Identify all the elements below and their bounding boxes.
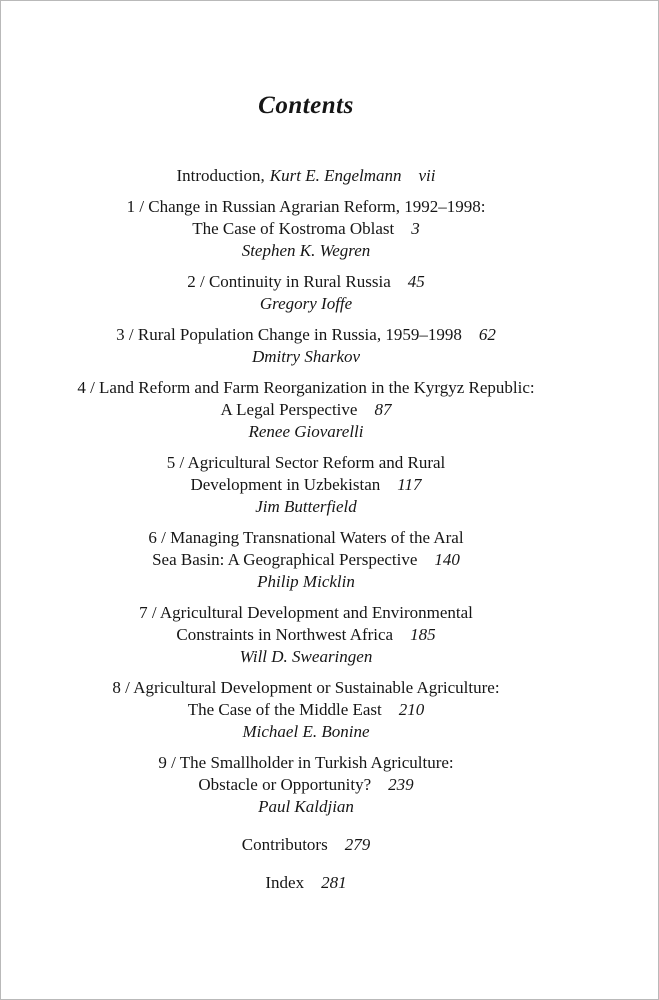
entry-page-number: 185 bbox=[410, 625, 436, 644]
entry-title-line bbox=[1, 324, 611, 346]
entry-title-text: Obstacle or Opportunity? bbox=[198, 775, 372, 794]
toc-entry bbox=[1, 196, 611, 262]
intro-entry bbox=[1, 165, 611, 187]
entry-title-text: 1 / Change in Russian Agrarian Reform, 1992–1998: bbox=[126, 197, 486, 216]
entry-page-number: 3 bbox=[411, 219, 420, 238]
entry-title-text: 4 / Land Reform and Farm Reorganization in the Kyrgyz Republic: bbox=[77, 378, 535, 397]
toc-entry bbox=[1, 452, 611, 518]
entry-title-line bbox=[1, 377, 611, 399]
entry-title-text: 5 / Agricultural Sector Reform and Rural bbox=[166, 453, 446, 472]
entry-title-text: 6 / Managing Transnational Waters of the Aral bbox=[148, 528, 464, 547]
toc-entry bbox=[1, 324, 611, 368]
entry-title-line bbox=[1, 549, 611, 571]
entry-title-text: 3 / Rural Population Change in Russia, 1959–1998 bbox=[116, 325, 462, 344]
back-matter-label: Contributors bbox=[241, 835, 328, 854]
entry-page-number: 140 bbox=[434, 550, 460, 569]
entry-author: Stephen K. Wegren bbox=[241, 241, 371, 260]
entry-author: Paul Kaldjian bbox=[258, 797, 354, 816]
entry-title-text: 7 / Agricultural Development and Environmental bbox=[139, 603, 473, 622]
entry-author: Dmitry Sharkov bbox=[251, 347, 361, 366]
entry-title-line bbox=[1, 271, 611, 293]
entry-title-text: Development in Uzbekistan bbox=[190, 475, 381, 494]
entry-title-text: The Case of the Middle East bbox=[187, 700, 382, 719]
toc-entries bbox=[1, 196, 611, 818]
entry-author: Michael E. Bonine bbox=[242, 722, 370, 741]
entry-title-line bbox=[1, 452, 611, 474]
entry-page-number: 210 bbox=[398, 700, 425, 719]
entry-title-line bbox=[1, 624, 611, 646]
entry-title-text: The Case of Kostroma Oblast bbox=[192, 219, 395, 238]
entry-title-line bbox=[1, 218, 611, 240]
toc-entry bbox=[1, 677, 611, 743]
entry-author: Philip Micklin bbox=[257, 572, 355, 591]
intro-page-number: vii bbox=[418, 166, 436, 185]
entry-title-line bbox=[1, 527, 611, 549]
entry-title-line bbox=[1, 474, 611, 496]
toc-entry bbox=[1, 602, 611, 668]
entry-title-line bbox=[1, 774, 611, 796]
entry-author: Will D. Swearingen bbox=[239, 647, 373, 666]
toc-entry bbox=[1, 271, 611, 315]
back-matter-page-number: 279 bbox=[344, 835, 371, 854]
toc-entry bbox=[1, 752, 611, 818]
back-matter-label: Index bbox=[265, 873, 305, 892]
entry-page-number: 117 bbox=[397, 475, 422, 494]
back-matter-item bbox=[1, 872, 611, 894]
entry-title-text: 2 / Continuity in Rural Russia bbox=[187, 272, 391, 291]
entry-title-line bbox=[1, 399, 611, 421]
entry-page-number: 87 bbox=[374, 400, 392, 419]
entry-title-line bbox=[1, 752, 611, 774]
entry-title-text: Sea Basin: A Geographical Perspective bbox=[152, 550, 418, 569]
toc-entry bbox=[1, 527, 611, 593]
back-matter-page-number: 281 bbox=[321, 873, 347, 892]
entry-title-line bbox=[1, 602, 611, 624]
entry-author: Gregory Ioffe bbox=[259, 294, 353, 313]
intro-label: Introduction, bbox=[176, 166, 265, 185]
intro-author: Kurt E. Engelmann bbox=[269, 166, 402, 185]
entry-title-text: 9 / The Smallholder in Turkish Agriculture: bbox=[158, 753, 454, 772]
back-matter-item bbox=[1, 834, 611, 856]
contents-page bbox=[1, 1, 611, 894]
entry-title-line bbox=[1, 699, 611, 721]
page-title: Contents bbox=[258, 92, 354, 119]
entry-page-number: 45 bbox=[407, 272, 425, 291]
entry-title-text: 8 / Agricultural Development or Sustainable Agriculture: bbox=[112, 678, 500, 697]
entry-page-number: 62 bbox=[478, 325, 496, 344]
entry-title-text: A Legal Perspective bbox=[220, 400, 358, 419]
entry-author: Jim Butterfield bbox=[255, 497, 357, 516]
entry-title-line bbox=[1, 677, 611, 699]
entry-title-text: Constraints in Northwest Africa bbox=[176, 625, 394, 644]
entry-title-line bbox=[1, 196, 611, 218]
entry-page-number: 239 bbox=[388, 775, 414, 794]
toc-entry bbox=[1, 377, 611, 443]
back-matter bbox=[1, 834, 611, 894]
entry-author: Renee Giovarelli bbox=[248, 422, 364, 441]
